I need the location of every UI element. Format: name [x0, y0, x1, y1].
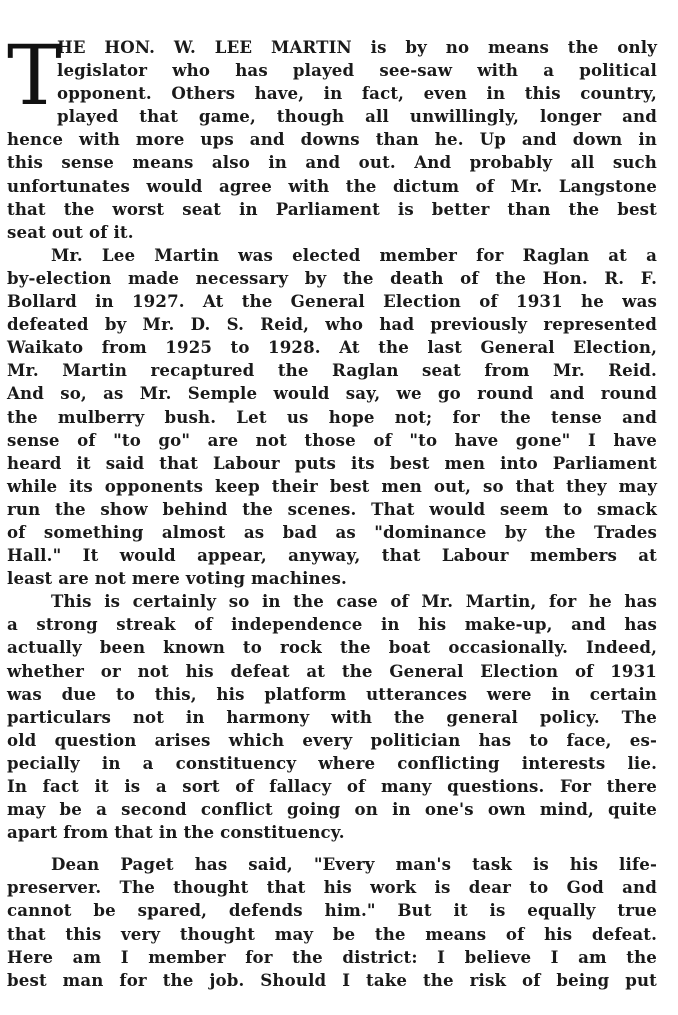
text-line: pecially in a constituency where conflicting interests lie.: [7, 752, 657, 773]
text-line: unfortunates would agree with the dictum of Mr. Langstone: [7, 175, 657, 196]
text-line: cannot be spared, defends him." But it is equally true: [7, 900, 657, 921]
text-line: In fact it is a sort of fallacy of many questions. For there: [7, 776, 657, 796]
text-line: the mulberry bush. Let us hope not; for the tense and: [7, 406, 657, 427]
text-line: while its opponents keep their best men out, so that they may: [7, 475, 657, 496]
text-line: heard it said that Labour puts its best men into Parliament: [7, 452, 657, 473]
text-line: Here am I member for the district: I believe I am the: [7, 946, 657, 967]
text-line: apart from that in the constituency.: [7, 822, 345, 843]
paragraph-2: [7, 244, 657, 590]
text-line: that this very thought may be the means of his defeat.: [7, 923, 657, 944]
paragraph-4: [7, 853, 657, 992]
text-line: legislator who has played see-saw with a political: [57, 60, 657, 81]
text-line: old question arises which every politician has to face, es-: [7, 729, 657, 750]
text-line: was due to this, his platform utterances were in certain: [7, 683, 657, 704]
article-column: [7, 29, 657, 992]
text-line: hence with more ups and downs than he. Up and down in: [7, 129, 657, 150]
text-line: whether or not his defeat at the General Election of 1931: [7, 660, 657, 681]
text-line: Hall." It would appear, anyway, that Labour members at: [7, 545, 657, 566]
text-line: This is certainly so in the case of Mr. Martin, for he has: [51, 591, 657, 612]
text-line: opponent. Others have, in fact, even in this country,: [57, 83, 657, 104]
text-line: sense of "to go" are not those of "to have gone" I have: [7, 429, 657, 450]
text-line: a strong streak of independence in his make-up, and has: [7, 614, 657, 635]
text-line: And so, as Mr. Semple would say, we go round and round: [7, 383, 657, 404]
text-line: HE HON. W. LEE MARTIN is by no means the only: [57, 37, 657, 57]
text-line: defeated by Mr. D. S. Reid, who had previously represented: [7, 314, 657, 335]
text-line: Waikato from 1925 to 1928. At the last General Election,: [7, 337, 657, 358]
text-line: seat out of it.: [7, 221, 134, 242]
paragraph-1: [7, 29, 657, 244]
text-line: this sense means also in and out. And probably all such: [7, 152, 657, 173]
text-line: Mr. Martin recaptured the Raglan seat from Mr. Reid.: [7, 360, 657, 381]
text-line: preserver. The thought that his work is dear to God and: [7, 877, 657, 898]
text-line: actually been known to rock the boat occasionally. Indeed,: [7, 637, 657, 658]
drop-cap: T: [7, 29, 62, 124]
text-line: of something almost as bad as "dominance by the Trades: [7, 521, 657, 542]
text-line: best man for the job. Should I take the risk of being put: [7, 969, 657, 990]
paragraph-3: [7, 590, 657, 844]
text-line: least are not mere voting machines.: [7, 568, 347, 589]
text-line: Bollard in 1927. At the General Election of 1931 he was: [7, 291, 657, 312]
text-line: Dean Paget has said, "Every man's task is his life-: [51, 854, 657, 875]
text-line: run the show behind the scenes. That would seem to smack: [7, 498, 657, 519]
text-line: that the worst seat in Parliament is better than the best: [7, 198, 657, 219]
text-line: particulars not in harmony with the general policy. The: [7, 706, 657, 727]
text-line: Mr. Lee Martin was elected member for Raglan at a: [51, 244, 657, 265]
text-line: may be a second conflict going on in one's own mind, quite: [7, 799, 657, 820]
text-line: played that game, though all unwillingly, longer and: [57, 106, 657, 127]
text-line: by-election made necessary by the death of the Hon. R. F.: [7, 267, 657, 288]
